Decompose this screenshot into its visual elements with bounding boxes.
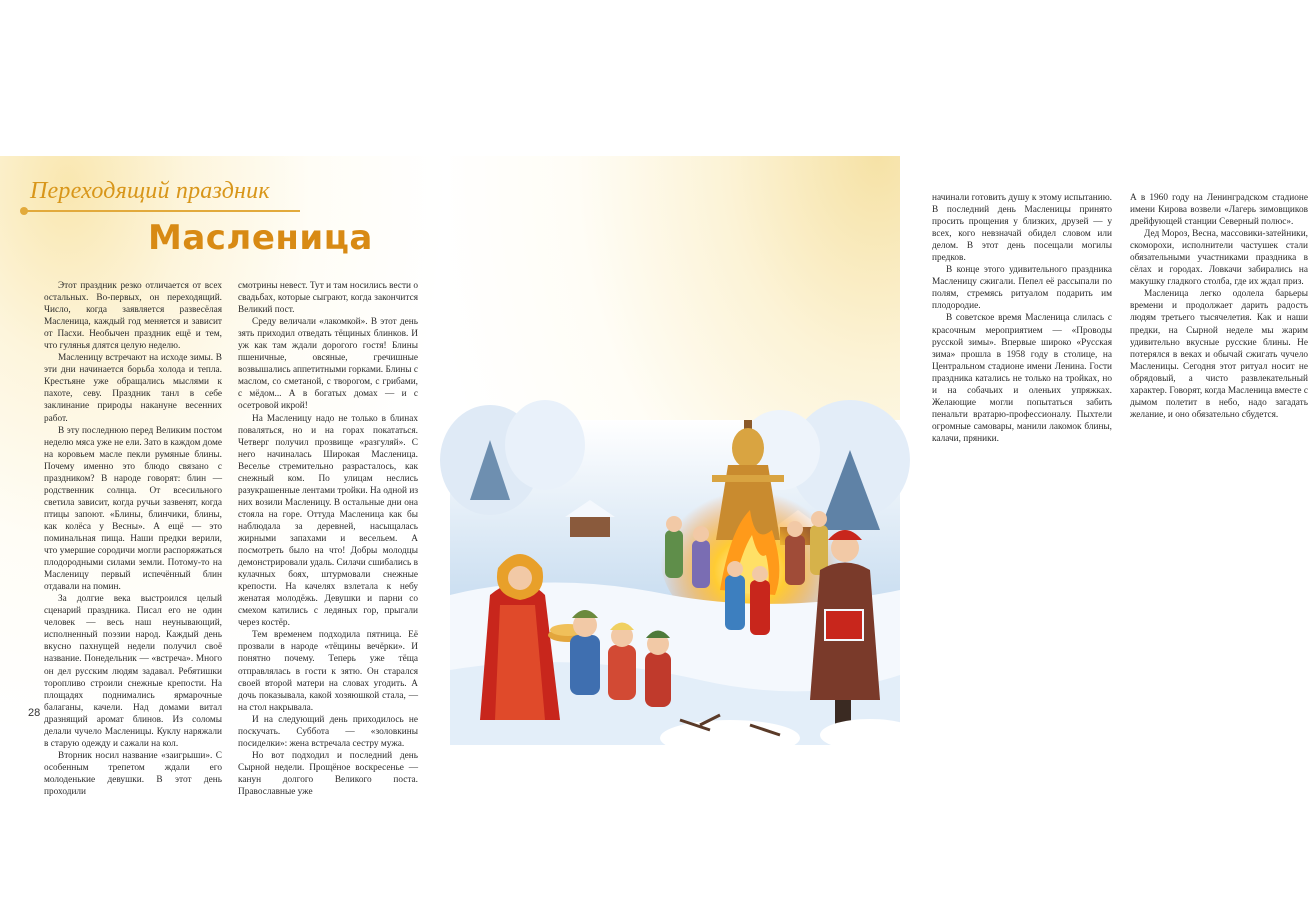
text-column-1 (44, 280, 222, 798)
text-column-2 (238, 280, 418, 798)
paragraph: В конце этого удивительного праздника Масленицу сжигали. Пепел её рассыпали по полям, стремясь ритуалом подарить им плодородие. (932, 265, 1112, 312)
paragraph: В советское время Масленица слилась с красочным мероприятием — «Проводы русской зимы». Впервые широко «Русская зима» прошла в 1958 году в столице, на Центральном стадионе имени Ленина. Гости праздника катались не только на тройках, но и на собачьих и оленьих упряжках. Желающие могли попытаться забить пенальти вратарю-профессионалу. Пыхтели огромные самовары, манили лакомок блины, калачи, пряники. (932, 313, 1112, 444)
paragraph: И на следующий день приходилось не поскучать. Суббота — «золовкины посиделки»: жена встречала сестру мужа. (238, 714, 418, 749)
left-page (0, 156, 450, 797)
paragraph: Вторник носил название «заигрыши». С особенным трепетом ждали его молоденькие девушки. В этот день проходили (44, 750, 222, 797)
text-column-3 (932, 192, 1112, 445)
paragraph: Среду величали «лакомкой». В этот день зять приходил отведать тёщиных блинков. И уж как там ждали дорогого гостя! Блины пшеничные, овсяные, гречишные возвышались аппетитными горками. Блины с маслом, со сметаной, с творогом, с грибами, с мёдом... А в богатых домах — и с осетровой икрой! (238, 317, 418, 412)
paragraph: Тем временем подходила пятница. Её прозвали в народе «тёщины вечёрки». И понятно почему. Теперь уже тёща отправлялась в гости к зятю. Он старался своей второй матери на словах угодить. А дочь показывала, какой хозяюшкой стала, — на стол накрывала. (238, 630, 418, 713)
paragraph: Масленица легко одолела барьеры времени и продолжает дарить радость людям третьего тысячелетия. Как и наши предки, на Сырной неделе мы жарим удивительно вкусные русские блины. Не потерялся в веках и обычай сжигать чучело Масленицы. Сегодня этот ритуал носит не обрядовый, а чисто развлекательный характер. Говорят, когда Масленица вместе с дымом полетит в небо, надо загадать желание, и оно обязательно сбудется. (1130, 289, 1308, 420)
section-subtitle: Переходящий праздник (30, 178, 270, 204)
paragraph: Этот праздник резко отличается от всех остальных. Во-первых, он переходящий. Число, когда заявляется развесёлая Масленица, каждый год меняется и зависит от Пасхи. Необычен праздник ещё и тем, что гулянья длятся целую неделю. (44, 281, 222, 352)
paragraph: В эту последнюю перед Великим постом неделю мяса уже не ели. Зато в каждом доме на коровьем масле пекли румяные блины. Почему именно это блюдо связано с праздником? В народе говорят: блин — родственник солнца. От всесильного светила зависит, когда ручьи зазвенят, когда птицы запоют. «Блины, блинчики, блины, как колёса у Весны». А ещё — это поминальная пища. Наши предки верили, что умершие сородичи могли распоряжаться плодородными силами земли. Потому-то на Масленицу первый испечённый блин отдавали на помин. (44, 425, 222, 593)
paragraph: А в 1960 году на Ленинградском стадионе имени Кирова возвели «Лагерь зимовщиков дрейфующей станции Северный полюс». (1130, 193, 1308, 228)
paragraph: Дед Мороз, Весна, массовики-затейники, скоморохи, исполнители частушек стали обязательными участниками праздника в сёлах и городах. Ловкачи забирались на макушку гладкого столба, где их ждал приз. (1130, 229, 1308, 288)
winter-festival-scene (450, 420, 900, 745)
text-column-4 (1130, 192, 1308, 421)
paragraph: За долгие века выстроился целый сценарий праздника. Писал его не один человек — весь наш неунывающий, исполненный поэзии народ. Каждый день вкусно пахнущей недели получил своё название. Понедельник — «встреча». Много он дел русским людям задавал. Ребятишки торопливо строили снежные крепости. На площадях поднимались ярмарочные балаганы, качели. Над домами витал дразнящий аромат блинов. Из соломы делали чучело Масленицы. Куклу наряжали в старую одежду и сажали на кол. (44, 594, 222, 749)
paragraph: смотрины невест. Тут и там носились вести о свадьбах, которые сыграют, когда закончится Великий пост. (238, 281, 418, 316)
maslenitsa-illustration (450, 420, 900, 745)
book-spread (0, 156, 1308, 797)
paragraph: Масленицу встречают на исходе зимы. В эти дни начинается борьба холода и тепла. Крестьяне уже обращались мыслями к пахоте, севу. Праздник танл в себе заклинание природы наканунe весенних работ. (44, 353, 222, 424)
paragraph: Но вот подходил и последний день Сырной недели. Прощёное воскресенье — канун долгого Великого поста. Православные уже (238, 750, 418, 797)
page-number: 28 (28, 707, 41, 719)
page-title: Масленица (148, 218, 373, 258)
paragraph: начинали готовить душу к этому испытанию. В последний день Масленицы принято просить прощения у близких, друзей — у всех, кого невзначай обидел словом или делом. В этот день посещали могилы предков. (932, 193, 1112, 264)
paragraph: На Масленицу надо не только в блинах поваляться, но и на горах покататься. Четверг получил прозвище «разгуляй». С него начиналась Широкая Масленица. Веселье стремительно разрасталось, как снежный ком. По улицам неслись разукрашенные лентами тройки. На одной из них возили Масленицу. В остальные дни она стояла на горе. Оттуда Масленица как бы наблюдала за деревней, насыщалась жирными запахами и весельем. А посмотреть было на что! Добры молодцы демонстрировали удаль. Силачи сшибались в кулачных боях, штурмовали снежные крепости. На качелях взлетала к небу женатая молодёжь. Девушки и парни со смехом катились с ледяных гор, прыгали через костёр. (238, 413, 418, 629)
subtitle-rule (24, 210, 300, 212)
